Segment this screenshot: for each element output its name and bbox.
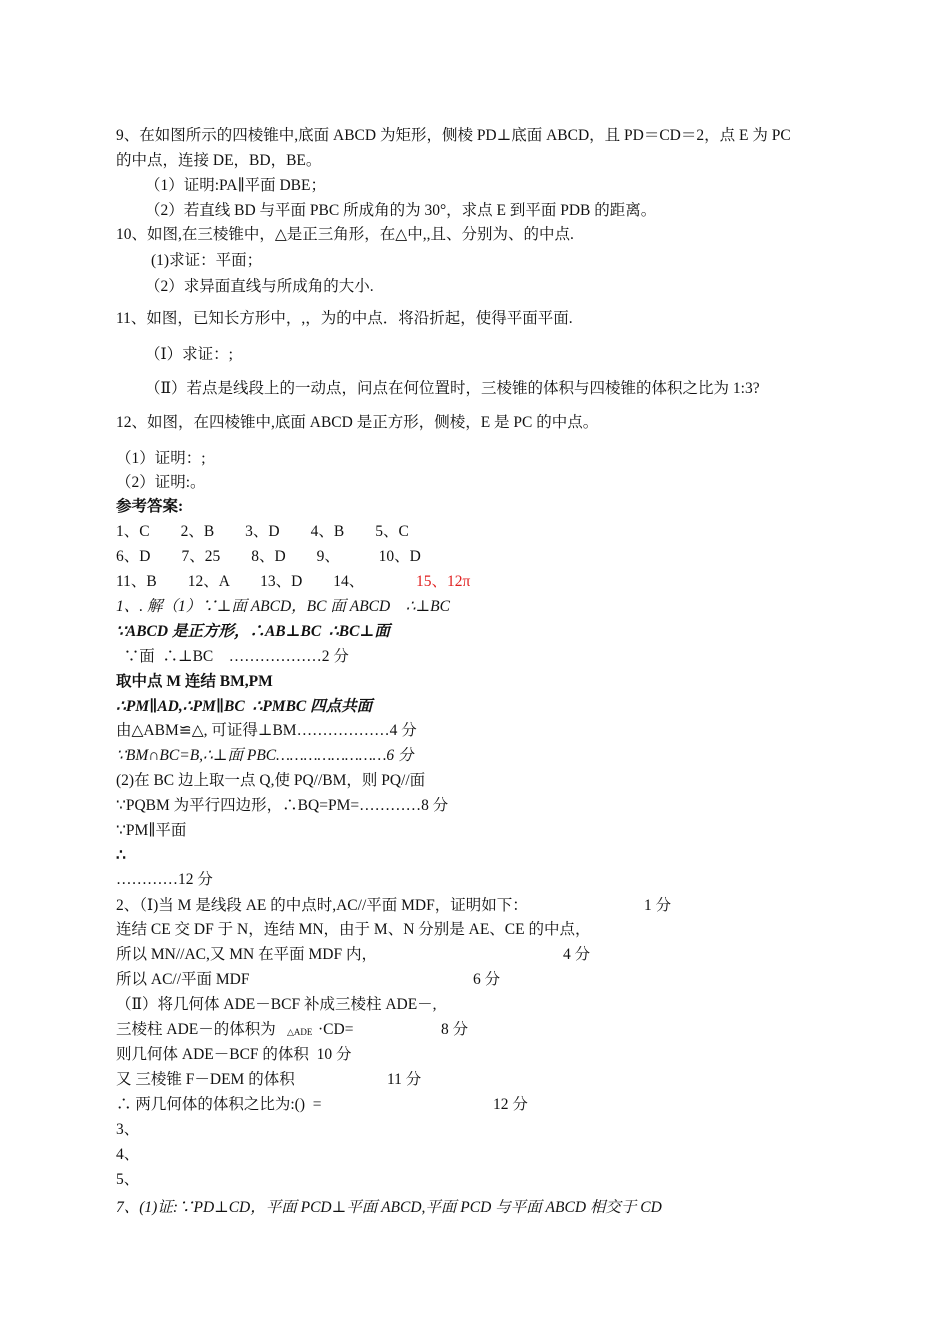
sol7-line-1: 7、(1)证:∵PD⊥CD，平面 PCD⊥平面 ABCD,平面 PCD 与平面 ABCD 相交于 CD — [116, 1199, 662, 1216]
q9-line-1: 9、在如图所示的四棱锥中,底面 ABCD 为矩形，侧棱 PD⊥底面 ABCD，且 PD＝CD＝2，点 E 为 PC — [116, 127, 791, 144]
q11-part-1: （Ⅰ）求证：; — [145, 346, 233, 363]
q9-part-1: （1）证明:PA∥平面 DBE； — [145, 177, 326, 194]
sol1-line-12: …………12 分 — [116, 871, 213, 888]
sol1-line-9: ∵PQBM 为平行四边形，∴BQ=PM=…………8 分 — [116, 797, 449, 814]
answers-row-2: 6、D 7、25 8、D 9、 10、D — [116, 548, 421, 565]
sol2-line-9: ∴ 两几何体的体积之比为:() = — [116, 1096, 322, 1113]
sol2-score-11: 11 分 — [387, 1071, 422, 1088]
q12-part-2: （2）证明:。 — [116, 474, 206, 491]
q10-stem: 10、如图,在三棱锥中，△是正三角形，在△中,,且、分别为、的中点. — [116, 226, 574, 243]
sol2-score-4: 4 分 — [563, 946, 591, 963]
sol2-line-7: 则几何体 ADE－BCF 的体积 10 分 — [116, 1046, 352, 1063]
sol2-line-6-tail: ·CD= — [318, 1021, 354, 1038]
sol1-line-6: 由△ABM≌△, 可证得⊥BM………………4 分 — [116, 722, 417, 739]
answers-row-1: 1、C 2、B 3、D 4、B 5、C — [116, 523, 409, 540]
sol1-line-4: 取中点 M 连结 BM,PM — [116, 673, 273, 690]
sol2-line-2: 连结 CE 交 DF 于 N，连结 MN，由于 M、N 分别是 AE、CE 的中点， — [116, 921, 591, 938]
sol1-line-2: ∵ABCD 是正方形，∴AB⊥BC ∴BC⊥面 — [116, 623, 390, 640]
q10-part-2: （2）求异面直线与所成角的大小. — [145, 278, 374, 295]
sol2-line-6: 三棱柱 ADE－的体积为 — [116, 1021, 276, 1038]
sol3-label: 3、 — [116, 1121, 140, 1138]
sol2-score-8: 8 分 — [441, 1021, 469, 1038]
sol2-score-12: 12 分 — [493, 1096, 528, 1113]
sol2-score-1: 1 分 — [644, 897, 672, 914]
sol2-line-1: 2、（Ⅰ)当 M 是线段 AE 的中点时,AC//平面 MDF，证明如下： — [116, 897, 528, 914]
q9-line-2: 的中点，连接 DE，BD，BE。 — [116, 152, 322, 169]
sol2-line-5: （Ⅱ）将几何体 ADE－BCF 补成三棱柱 ADE－, — [116, 996, 437, 1013]
q11-part-2: （Ⅱ）若点是线段上的一动点，问点在何位置时，三棱锥的体积与四棱锥的体积之比为 1:3? — [145, 380, 760, 397]
sol1-line-5: ∴PM∥AD,∴PM∥BC ∴PMBC 四点共面 — [116, 698, 373, 715]
sol4-label: 4、 — [116, 1146, 140, 1163]
q12-stem: 12、如图，在四棱锥中,底面 ABCD 是正方形，侧棱，E 是 PC 的中点。 — [116, 414, 599, 431]
sol2-line-8: 又 三棱锥 F－DEM 的体积 — [116, 1071, 295, 1088]
sol2-line-3: 所以 MN//AC,又 MN 在平面 MDF 内， — [116, 946, 377, 963]
sol1-line-8: (2)在 BC 边上取一点 Q,使 PQ//BM，则 PQ//面 — [116, 772, 426, 789]
sol1-line-3: ∵面 ∴⊥BC ………………2 分 — [116, 648, 349, 665]
answer-15: 15、12π — [416, 573, 471, 590]
answers-row-3: 11、B 12、A 13、D 14、 — [116, 573, 365, 590]
q9-part-2: （2）若直线 BD 与平面 PBC 所成角的为 30°，求点 E 到平面 PDB 的距离。 — [145, 202, 657, 219]
triangle-ade-subscript: △ADE — [287, 1027, 313, 1037]
sol2-line-4: 所以 AC//平面 MDF — [116, 971, 250, 988]
sol1-line-1: 1、. 解（1）∵⊥面 ABCD，BC 面 ABCD ∴⊥BC — [116, 598, 450, 615]
q10-part-1: (1)求证：平面； — [151, 252, 263, 269]
sol5-label: 5、 — [116, 1171, 140, 1188]
answers-heading: 参考答案: — [116, 498, 184, 515]
sol1-line-11: ∴ — [116, 847, 126, 864]
q11-stem: 11、如图，已知长方形中，,，为的中点．将沿折起，使得平面平面. — [116, 310, 573, 327]
sol2-score-6: 6 分 — [473, 971, 501, 988]
sol1-line-10: ∵PM∥平面 — [116, 822, 187, 839]
sol1-line-7: ∵BM∩BC=B,∴⊥面 PBC……………………6 分 — [116, 747, 414, 764]
q12-part-1: （1）证明：; — [116, 450, 206, 467]
